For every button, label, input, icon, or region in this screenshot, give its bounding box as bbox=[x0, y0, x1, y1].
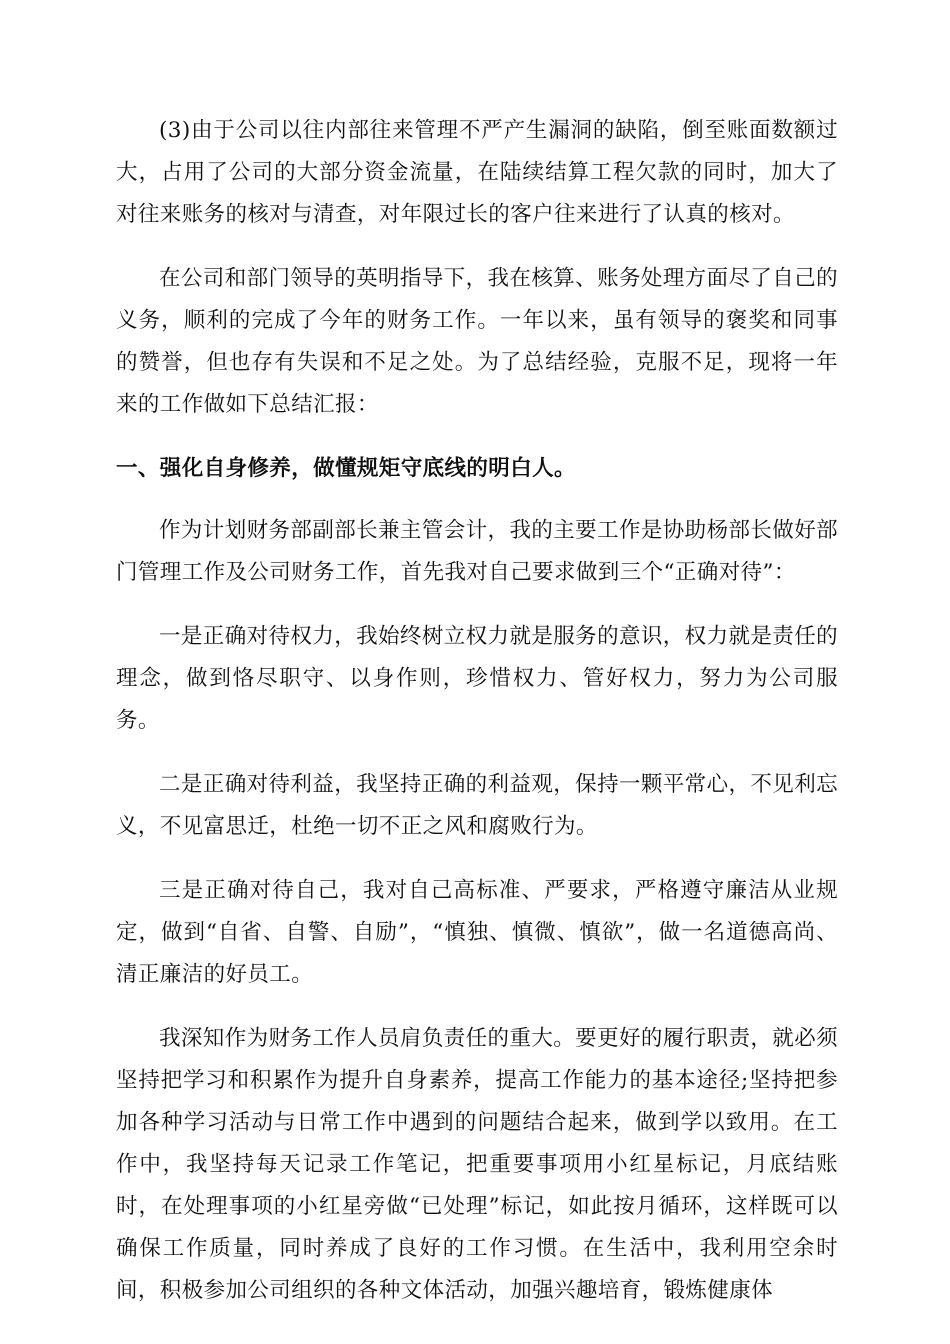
paragraph-interests: 二是正确对待利益，我坚持正确的利益观，保持一颗平常心，不见利忘义，不见富思迁，杜绝一切不正之风和腐败行为。 bbox=[116, 772, 838, 839]
paragraph-three-correct-attitudes: 作为计划财务部副部长兼主管会计，我的主要工作是协助杨部长做好部门管理工作及公司财务工作，首先我对自己要求做到三个“正确对待”： bbox=[116, 518, 838, 585]
section-heading: 一、强化自身修养，做懂规矩守底线的明白人。 bbox=[116, 456, 576, 481]
paragraph-internal-accounts: (3)由于公司以往内部往来管理不严产生漏洞的缺陷，倒至账面数额过大，占用了公司的大部分资金流量，在陆续结算工程欠款的同时，加大了对往来账务的核对与清查，对年限过长的客户往来进行了认真的核对。 bbox=[116, 118, 838, 227]
paragraph-self: 三是正确对待自己，我对自己高标准、严要求，严格遵守廉洁从业规定，做到“自省、自警、自励”，“慎独、慎微、慎欲”，做一名道德高尚、清正廉洁的好员工。 bbox=[116, 878, 838, 987]
paragraph-study-and-work: 我深知作为财务工作人员肩负责任的重大。要更好的履行职责，就必须坚持把学习和积累作为提升自身素养，提高工作能力的基本途径;坚持把参加各种学习活动与日常工作中遇到的问题结合起来，做到学以致用。在工作中，我坚持每天记录工作笔记，把重要事项用小红星标记，月底结账时，在处理事项的小红星旁做“已处理”标记，如此按月循环，这样既可以确保工作质量，同时养成了良好的工作习惯。在生活中，我利用空余时间，积极参加公司组织的各种文体活动，加强兴趣培育，锻炼健康体 bbox=[116, 1026, 838, 1303]
paragraph-introduction: 在公司和部门领导的英明指导下，我在核算、账务处理方面尽了自己的义务，顺利的完成了今年的财务工作。一年以来，虽有领导的褒奖和同事的赞誉，但也存有失误和不足之处。为了总结经验，克服不足，现将一年来的工作做如下总结汇报： bbox=[116, 266, 838, 417]
paragraph-power: 一是正确对待权力，我始终树立权力就是服务的意识，权力就是责任的理念，做到恪尽职守、以身作则，珍惜权力、管好权力，努力为公司服务。 bbox=[116, 624, 838, 733]
document-body bbox=[116, 110, 838, 1334]
